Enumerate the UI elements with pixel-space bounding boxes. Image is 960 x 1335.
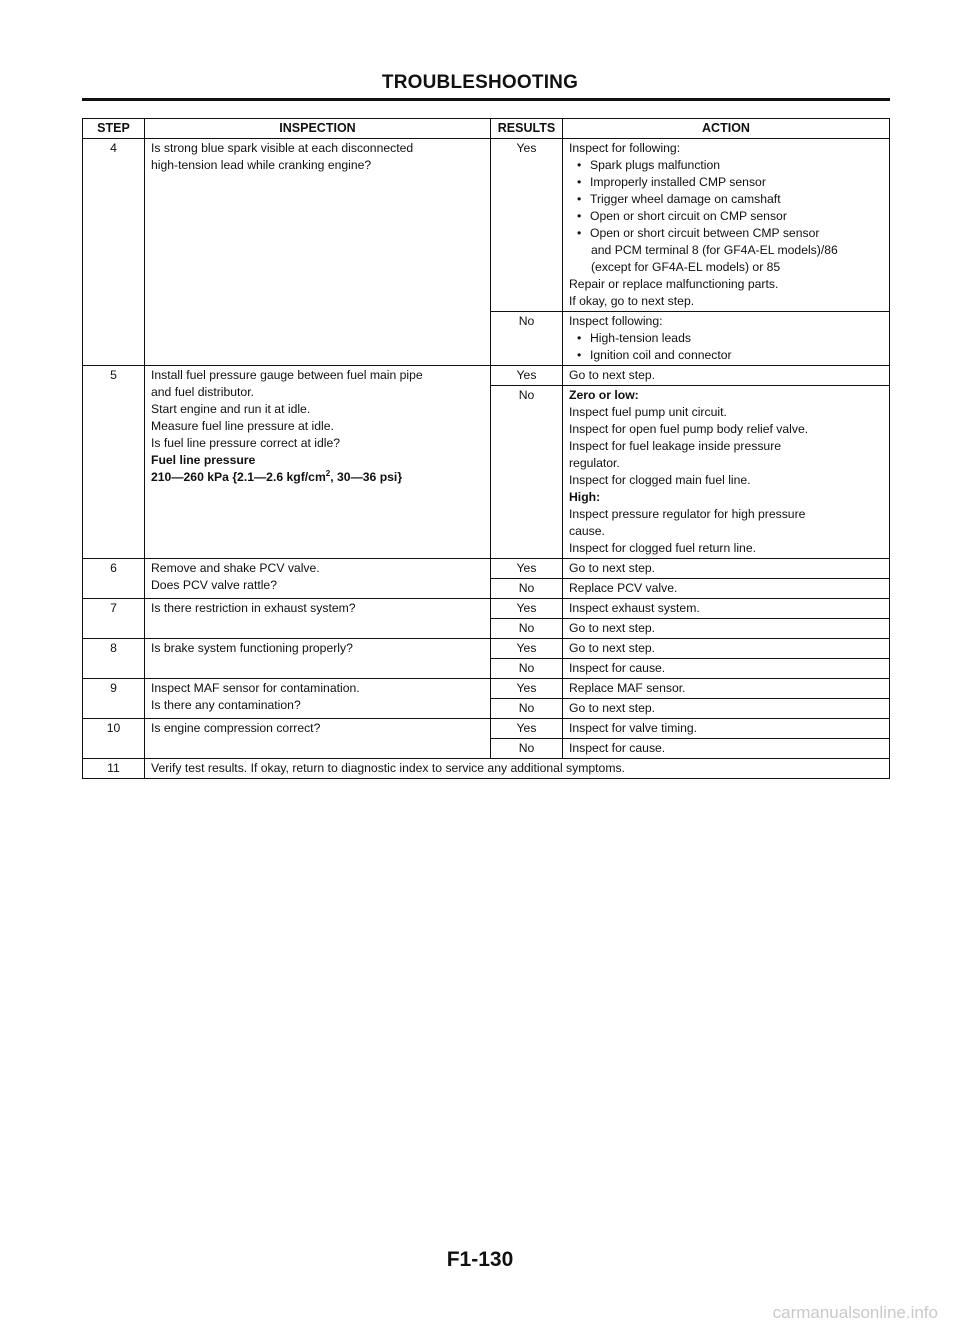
action-cell: Inspect for cause. — [563, 739, 890, 759]
spec-label: Fuel line pressure — [151, 453, 256, 467]
action-cell: Go to next step. — [563, 619, 890, 639]
step-number: 8 — [83, 639, 145, 679]
action-line: Repair or replace malfunctioning parts. — [569, 277, 779, 291]
action-line: If okay, go to next step. — [569, 294, 695, 308]
bullet-dot-icon: • — [577, 209, 582, 223]
step-number: 10 — [83, 719, 145, 759]
action-line: Inspect for open fuel pump body relief valve. — [569, 422, 809, 436]
bullet-item — [569, 157, 883, 174]
inspection-line: Start engine and run it at idle. — [151, 402, 311, 416]
action-line: Inspect for following: — [569, 141, 681, 155]
inspection-line: Inspect MAF sensor for contamination. — [151, 681, 360, 695]
result-no: No — [491, 579, 563, 599]
result-yes: Yes — [491, 639, 563, 659]
table-row — [83, 719, 890, 739]
inspection-cell — [145, 139, 491, 366]
bullet-dot-icon: • — [577, 331, 582, 345]
action-line: Inspect for clogged main fuel line. — [569, 473, 751, 487]
table-row — [83, 139, 890, 312]
header-action: ACTION — [563, 119, 890, 139]
bullet-text: Open or short circuit between CMP sensor — [590, 226, 820, 240]
bullet-text: High-tension leads — [590, 331, 691, 345]
bullet-text: Improperly installed CMP sensor — [590, 175, 766, 189]
action-cell: Replace PCV valve. — [563, 579, 890, 599]
bullet-text: Trigger wheel damage on camshaft — [590, 192, 781, 206]
table-row — [83, 759, 890, 779]
step-number: 4 — [83, 139, 145, 366]
bullet-item — [569, 191, 883, 208]
inspection-line: Remove and shake PCV valve. — [151, 561, 320, 575]
action-cell — [563, 312, 890, 366]
bullet-item — [569, 347, 883, 364]
bullet-continuation: and PCM terminal 8 (for GF4A-EL models)/86 — [591, 243, 838, 257]
inspection-line: high-tension lead while cranking engine? — [151, 158, 372, 172]
action-line: Inspect pressure regulator for high pressure — [569, 507, 806, 521]
action-cell: Go to next step. — [563, 366, 890, 386]
inspection-line: Does PCV valve rattle? — [151, 578, 277, 592]
inspection-cell: Is brake system functioning properly? — [145, 639, 491, 679]
bullet-dot-icon: • — [577, 158, 582, 172]
table-row — [83, 599, 890, 619]
inspection-cell — [145, 679, 491, 719]
action-cell — [563, 386, 890, 559]
inspection-cell: Is engine compression correct? — [145, 719, 491, 759]
bullet-text: Open or short circuit on CMP sensor — [590, 209, 787, 223]
page-number: F1-130 — [446, 1248, 514, 1271]
bullet-dot-icon: • — [577, 175, 582, 189]
table-header-row — [83, 119, 890, 139]
inspection-cell — [145, 559, 491, 599]
bullet-item — [569, 174, 883, 191]
result-yes: Yes — [491, 599, 563, 619]
title-rule — [82, 98, 890, 101]
result-yes: Yes — [491, 679, 563, 699]
spec-value-part: , 30—36 psi} — [330, 470, 403, 484]
result-no: No — [491, 312, 563, 366]
header-step: STEP — [83, 119, 145, 139]
action-cell — [563, 139, 890, 312]
inspection-line: Is there any contamination? — [151, 698, 301, 712]
action-line: cause. — [569, 524, 605, 538]
bullet-item — [569, 225, 883, 242]
watermark: carmanualsonline.info — [772, 1303, 938, 1322]
table-row — [83, 639, 890, 659]
bullet-text: Ignition coil and connector — [590, 348, 732, 362]
result-yes: Yes — [491, 139, 563, 312]
table-row — [83, 679, 890, 699]
action-line: regulator. — [569, 456, 620, 470]
spec-value-part: 210—260 kPa {2.1—2.6 kgf/cm — [151, 470, 326, 484]
action-cell: Inspect for valve timing. — [563, 719, 890, 739]
action-cell: Go to next step. — [563, 559, 890, 579]
result-yes: Yes — [491, 559, 563, 579]
step-number: 7 — [83, 599, 145, 639]
condition-label: Zero or low: — [569, 388, 639, 402]
table-row — [83, 366, 890, 386]
bullet-text: Spark plugs malfunction — [590, 158, 721, 172]
verify-text: Verify test results. If okay, return to diagnostic index to service any additional symptoms. — [145, 759, 890, 779]
spec-superscript: 2 — [325, 468, 331, 478]
inspection-line: Is fuel line pressure correct at idle? — [151, 436, 340, 450]
condition-label: High: — [569, 490, 601, 504]
result-no: No — [491, 699, 563, 719]
inspection-cell — [145, 366, 491, 559]
action-cell: Go to next step. — [563, 699, 890, 719]
result-no: No — [491, 739, 563, 759]
action-line: Inspect following: — [569, 314, 663, 328]
action-line: Inspect for clogged fuel return line. — [569, 541, 756, 555]
page-title: TROUBLESHOOTING — [381, 72, 579, 93]
troubleshooting-table — [82, 118, 890, 779]
result-no: No — [491, 659, 563, 679]
bullet-item — [569, 208, 883, 225]
bullet-dot-icon: • — [577, 348, 582, 362]
inspection-line: Install fuel pressure gauge between fuel main pipe — [151, 368, 423, 382]
step-number: 6 — [83, 559, 145, 599]
table-row — [83, 559, 890, 579]
action-line: Inspect fuel pump unit circuit. — [569, 405, 727, 419]
bullet-dot-icon: • — [577, 226, 582, 240]
inspection-line: Measure fuel line pressure at idle. — [151, 419, 334, 433]
result-no: No — [491, 386, 563, 559]
header-inspection: INSPECTION — [145, 119, 491, 139]
inspection-line: and fuel distributor. — [151, 385, 254, 399]
header-results: RESULTS — [491, 119, 563, 139]
step-number: 5 — [83, 366, 145, 559]
action-cell: Replace MAF sensor. — [563, 679, 890, 699]
bullet-continuation: (except for GF4A-EL models) or 85 — [591, 260, 781, 274]
result-no: No — [491, 619, 563, 639]
inspection-line: Is strong blue spark visible at each disconnected — [151, 141, 414, 155]
step-number: 9 — [83, 679, 145, 719]
action-cell: Go to next step. — [563, 639, 890, 659]
action-line: Inspect for fuel leakage inside pressure — [569, 439, 782, 453]
inspection-cell: Is there restriction in exhaust system? — [145, 599, 491, 639]
step-number: 11 — [83, 759, 145, 779]
result-yes: Yes — [491, 366, 563, 386]
result-yes: Yes — [491, 719, 563, 739]
spec-value — [151, 469, 484, 486]
bullet-item — [569, 330, 883, 347]
action-cell: Inspect for cause. — [563, 659, 890, 679]
bullet-dot-icon: • — [577, 192, 582, 206]
action-cell: Inspect exhaust system. — [563, 599, 890, 619]
